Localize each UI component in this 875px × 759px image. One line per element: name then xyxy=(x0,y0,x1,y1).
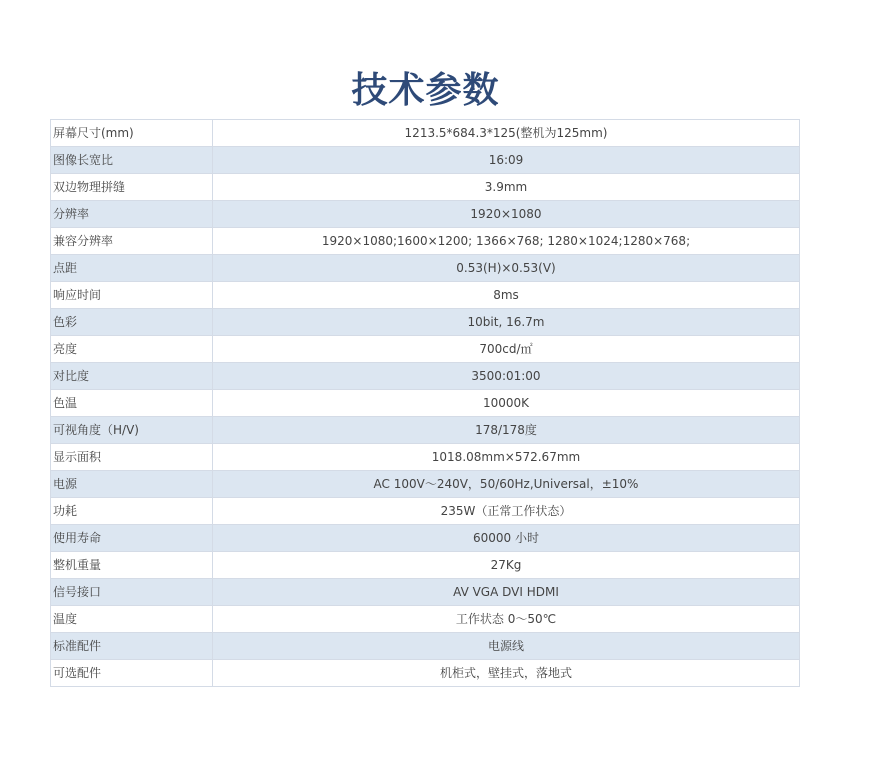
table-row xyxy=(51,147,800,174)
spec-table xyxy=(50,119,800,687)
page-title: 技术参数 xyxy=(351,69,500,111)
table-row xyxy=(51,255,800,282)
spec-label: 响应时间 xyxy=(51,282,213,309)
spec-label: 显示面积 xyxy=(51,444,213,471)
spec-label: 图像长宽比 xyxy=(51,147,213,174)
table-row xyxy=(51,228,800,255)
spec-label: 双边物理拼缝 xyxy=(51,174,213,201)
spec-value: 10000K xyxy=(213,390,800,417)
spec-value: AC 100V～240V，50/60Hz,Universal，±10% xyxy=(213,471,800,498)
spec-label: 色彩 xyxy=(51,309,213,336)
spec-value: 60000 小时 xyxy=(213,525,800,552)
spec-value: 16:09 xyxy=(213,147,800,174)
spec-label: 整机重量 xyxy=(51,552,213,579)
spec-label: 亮度 xyxy=(51,336,213,363)
spec-value: 机柜式，壁挂式，落地式 xyxy=(213,660,800,687)
spec-value: 8ms xyxy=(213,282,800,309)
spec-label: 信号接口 xyxy=(51,579,213,606)
spec-label: 点距 xyxy=(51,255,213,282)
table-row xyxy=(51,363,800,390)
spec-value: AV VGA DVI HDMI xyxy=(213,579,800,606)
table-row xyxy=(51,633,800,660)
table-row xyxy=(51,525,800,552)
spec-value: 0.53(H)×0.53(V) xyxy=(213,255,800,282)
table-row xyxy=(51,660,800,687)
spec-label: 标准配件 xyxy=(51,633,213,660)
spec-value: 电源线 xyxy=(213,633,800,660)
spec-value: 1213.5*684.3*125(整机为125mm) xyxy=(213,120,800,147)
table-row xyxy=(51,444,800,471)
spec-value: 27Kg xyxy=(213,552,800,579)
table-row xyxy=(51,417,800,444)
spec-label: 可视角度（H/V) xyxy=(51,417,213,444)
spec-label: 对比度 xyxy=(51,363,213,390)
table-row xyxy=(51,498,800,525)
spec-label: 电源 xyxy=(51,471,213,498)
spec-value: 700cd/㎡ xyxy=(213,336,800,363)
spec-table-body xyxy=(51,120,800,687)
table-row xyxy=(51,282,800,309)
table-row xyxy=(51,336,800,363)
spec-value: 235W（正常工作状态） xyxy=(213,498,800,525)
spec-value: 3.9mm xyxy=(213,174,800,201)
table-row xyxy=(51,471,800,498)
spec-label: 分辨率 xyxy=(51,201,213,228)
spec-label: 可选配件 xyxy=(51,660,213,687)
table-row xyxy=(51,579,800,606)
spec-value: 10bit, 16.7m xyxy=(213,309,800,336)
spec-label: 兼容分辨率 xyxy=(51,228,213,255)
table-row xyxy=(51,309,800,336)
spec-value: 1018.08mm×572.67mm xyxy=(213,444,800,471)
table-row xyxy=(51,552,800,579)
spec-value: 工作状态 0～50℃ xyxy=(213,606,800,633)
spec-value: 3500:01:00 xyxy=(213,363,800,390)
spec-label: 功耗 xyxy=(51,498,213,525)
table-row xyxy=(51,390,800,417)
spec-value: 1920×1080;1600×1200; 1366×768; 1280×1024;1280×768; xyxy=(213,228,800,255)
spec-label: 温度 xyxy=(51,606,213,633)
table-row xyxy=(51,120,800,147)
table-row xyxy=(51,606,800,633)
spec-value: 1920×1080 xyxy=(213,201,800,228)
spec-label: 色温 xyxy=(51,390,213,417)
spec-label: 屏幕尺寸(mm) xyxy=(51,120,213,147)
spec-label: 使用寿命 xyxy=(51,525,213,552)
table-row xyxy=(51,174,800,201)
table-row xyxy=(51,201,800,228)
spec-value: 178/178度 xyxy=(213,417,800,444)
